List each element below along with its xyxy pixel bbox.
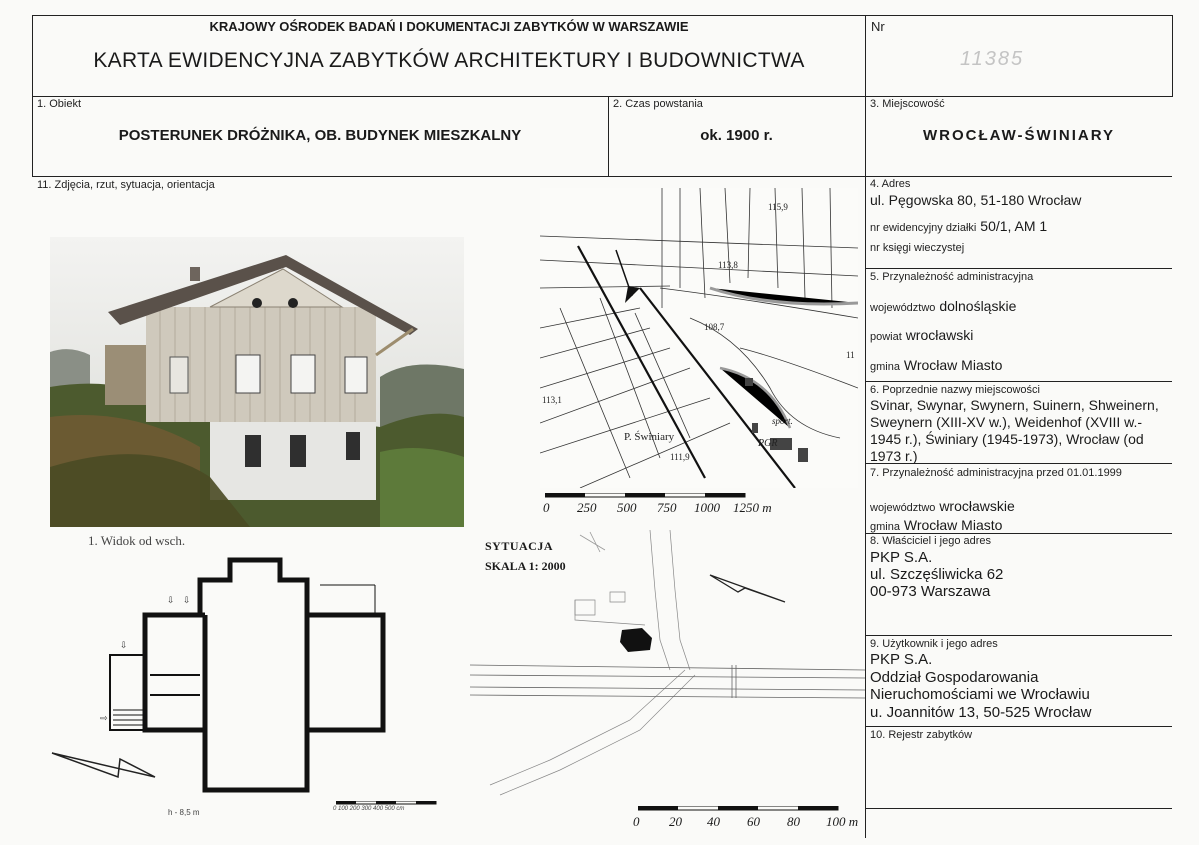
nr-value-handwritten: 11385 [960, 48, 1025, 70]
situation-tick: 100 m [826, 814, 859, 829]
uzytkownik-lines [870, 651, 1092, 721]
map-label: 113,1 [542, 395, 562, 405]
map-label: 11 [846, 350, 855, 360]
poprzednie-label: 6. Poprzednie nazwy miejscowości [870, 384, 1040, 396]
uzytkownik-label: 9. Użytkownik i jego adres [870, 638, 998, 650]
ksiega-label: nr księgi wieczystej [870, 242, 965, 254]
map-label: sport. [772, 416, 793, 426]
situation-scale-bar [638, 806, 840, 812]
wlasciciel-line: 00-973 Warszawa [870, 583, 991, 600]
przed1999-gmina-value: Wrocław Miasto [903, 517, 1003, 533]
dzialka-row [870, 218, 1047, 234]
zdjecia-label: 11. Zdjęcia, rzut, sytuacja, orientacja [37, 179, 215, 191]
przed1999-woj-row [870, 498, 1015, 514]
miejscowosc-label: 3. Miejscowość [870, 98, 945, 110]
czas-value: ok. 1900 r. [700, 127, 773, 144]
plan-height-note: h - 8,5 m [168, 808, 200, 817]
frame-header-bottom [32, 96, 1172, 97]
frame-top [32, 15, 866, 16]
nr-box-right [1172, 15, 1173, 97]
orientation-tick: 750 [657, 500, 677, 515]
institution-name: KRAJOWY OŚRODEK BADAŃ I DOKUMENTACJI ZABYTKÓW W WARSZAWIE [209, 19, 689, 34]
card-title: KARTA EWIDENCYJNA ZABYTKÓW ARCHITEKTURY I BUDOWNICTWA [93, 49, 805, 72]
divider-4 [865, 268, 1172, 269]
czas-label: 2. Czas powstania [613, 98, 703, 110]
gmina-value: Wrocław Miasto [903, 357, 1003, 373]
map-label: P. Świniary [624, 431, 675, 443]
divider-5 [865, 381, 1172, 382]
orientation-tick: 250 [577, 500, 597, 515]
miejscowosc-value: WROCŁAW-ŚWINIARY [923, 127, 1115, 144]
frame-row1-bottom [32, 176, 1172, 177]
plan-scale-ticks: 0 100 200 300 400 500 cm [333, 806, 405, 812]
przed1999-label: 7. Przynależność administracyjna przed 01.01.1999 [870, 467, 1122, 479]
powiat-label: powiat [870, 331, 902, 343]
situation-tick: 80 [787, 814, 800, 829]
obiekt-label: 1. Obiekt [37, 98, 82, 110]
map-label: 115,9 [768, 202, 788, 212]
woj-row [870, 298, 1016, 314]
dzialka-label: nr ewidencyjny działki [870, 222, 977, 234]
map-label: PGR [758, 438, 778, 449]
nr-box-top [865, 15, 1173, 16]
svg-text:⇨: ⇨ [100, 714, 108, 724]
wlasciciel-line: PKP S.A. [870, 549, 933, 566]
poprzednie-line: Svinar, Swynar, Swynern, Suinern, Shweinern, [870, 397, 1159, 413]
adres-value: ul. Pęgowska 80, 51-180 Wrocław [870, 192, 1082, 208]
przed1999-woj-label: województwo [870, 502, 936, 514]
svg-text:⇩: ⇩ [183, 596, 191, 606]
situation-scale: SKALA 1: 2000 [485, 559, 566, 573]
powiat-row [870, 327, 973, 343]
map-label: 113,8 [718, 260, 738, 270]
obiekt-value: POSTERUNEK DRÓŻNIKA, OB. BUDYNEK MIESZKALNY [118, 127, 522, 144]
przed1999-gmina-label: gmina [870, 521, 900, 533]
wlasciciel-label: 8. Właściciel i jego adres [870, 535, 992, 547]
uzytkownik-line: PKP S.A. [870, 651, 933, 668]
gmina-row [870, 357, 1002, 373]
divider-10 [865, 808, 1172, 809]
przynaleznosc-label: 5. Przynależność administracyjna [870, 271, 1034, 283]
orientation-tick: 0 [543, 500, 550, 515]
gmina-label: gmina [870, 361, 900, 373]
divider-7 [865, 533, 1172, 534]
uzytkownik-line: Nieruchomościami we Wrocławiu [870, 686, 1090, 703]
przed1999-woj-value: wrocławskie [939, 498, 1015, 514]
orientation-tick: 500 [617, 500, 637, 515]
uzytkownik-line: u. Joannitów 13, 50-525 Wrocław [870, 703, 1092, 721]
situation-title: SYTUACJA [485, 539, 554, 553]
divider-9 [865, 726, 1172, 727]
przed1999-gmina-row [870, 517, 1002, 533]
woj-value: dolnośląskie [939, 298, 1017, 314]
poprzednie-line: Sweynern (XIII-XV w.), Weidenhof (XVIII w.- [870, 414, 1143, 430]
svg-text:⇩: ⇩ [167, 596, 175, 606]
adres-label: 4. Adres [870, 178, 911, 190]
wlasciciel-lines [870, 549, 1003, 600]
map-label: 111,9 [670, 452, 690, 462]
situation-tick: 20 [669, 814, 682, 829]
wlasciciel-line: ul. Szczęśliwicka 62 [870, 566, 1004, 583]
plan-north-arrow [50, 745, 160, 785]
situation-tick: 40 [707, 814, 720, 829]
photo-caption: 1. Widok od wsch. [88, 533, 186, 548]
dzialka-value: 50/1, AM 1 [980, 218, 1048, 234]
woj-label: województwo [870, 302, 936, 314]
orientation-map [540, 188, 858, 488]
poprzednie-line: 1945 r.), Świniary (1945-1973), Wrocław (od [870, 431, 1144, 447]
divider-8 [865, 635, 1172, 636]
rejestr-label: 10. Rejestr zabytków [870, 729, 973, 741]
situation-plan [470, 530, 865, 800]
situation-tick: 60 [747, 814, 760, 829]
orientation-tick: 1000 [694, 500, 720, 515]
powiat-value: wrocławski [905, 327, 974, 343]
uzytkownik-line: Oddział Gospodarowania [870, 668, 1039, 686]
svg-text:⇩: ⇩ [120, 641, 128, 651]
building-photo [50, 237, 464, 527]
poprzednie-lines [870, 397, 1159, 465]
map-label: 108,7 [704, 322, 725, 332]
orientation-tick: 1250 m [733, 500, 772, 515]
situation-tick: 0 [633, 814, 640, 829]
poprzednie-line: 1973 r.) [870, 448, 918, 464]
nr-label: Nr [871, 19, 885, 34]
